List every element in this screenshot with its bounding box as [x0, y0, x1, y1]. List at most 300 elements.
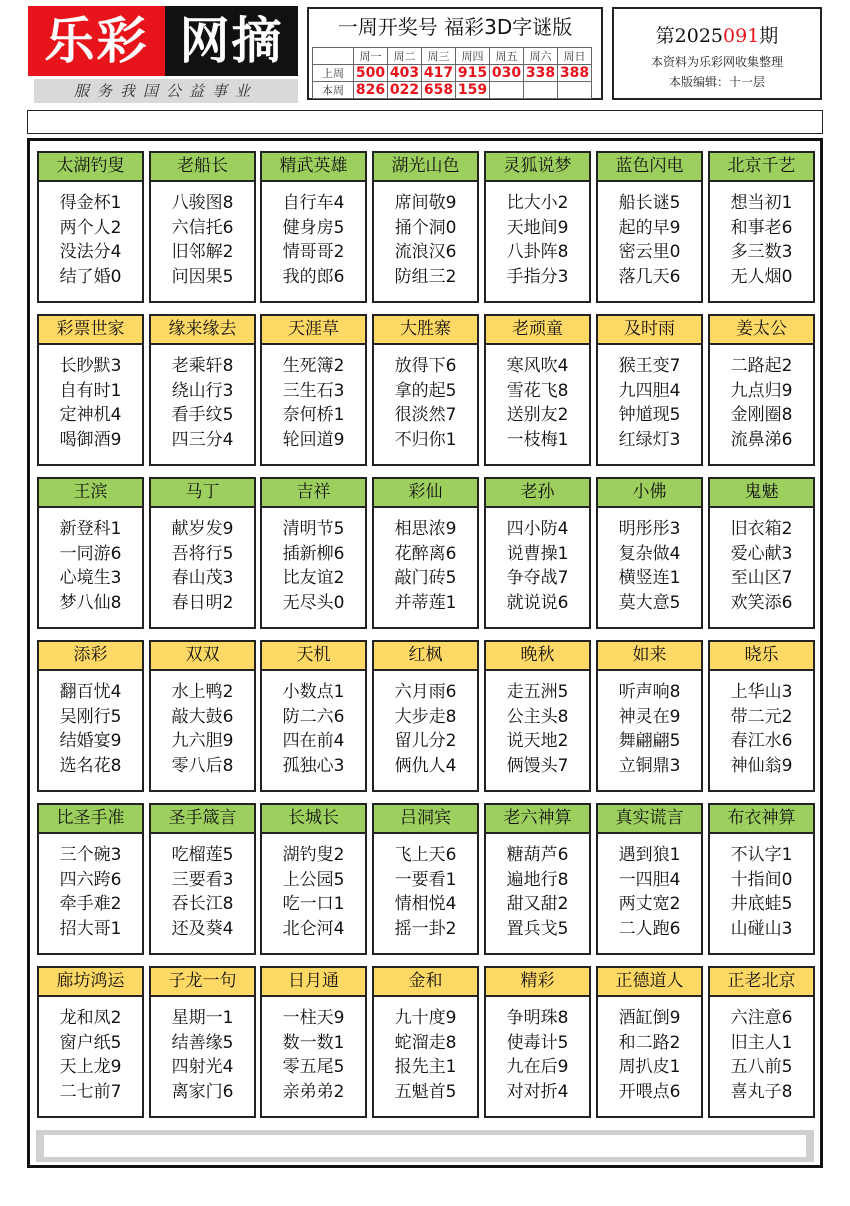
card-clue-line: 清明节5 — [282, 519, 345, 539]
card-clue-line: 结善缘5 — [171, 1032, 234, 1053]
card-clue-line: 三生石3 — [282, 380, 345, 401]
card-author-title: 湖光山色 — [374, 153, 477, 182]
card-clue-line: 一要看1 — [394, 869, 457, 890]
card-clue-line: 看手纹5 — [171, 405, 234, 425]
puzzle-card — [484, 966, 591, 1118]
card-clue-line: 就说说6 — [506, 592, 569, 613]
card-clue-line: 自行车4 — [282, 193, 345, 213]
card-clue-line: 孤独心3 — [282, 755, 345, 776]
card-clues — [374, 1006, 477, 1104]
card-clue-line: 明彤彤3 — [618, 519, 681, 539]
card-clues — [151, 1006, 254, 1104]
draw-corner-cell — [313, 48, 354, 65]
card-clue-line: 旧衣箱2 — [730, 519, 793, 539]
card-author-title: 彩仙 — [374, 479, 477, 508]
card-clue-line: 遇到狼1 — [618, 845, 681, 865]
card-clue-line: 无人烟0 — [730, 266, 793, 287]
card-author-title: 红枫 — [374, 642, 477, 671]
draw-number — [524, 82, 558, 99]
card-clues — [151, 680, 254, 778]
card-clue-line: 起的早9 — [618, 217, 681, 238]
puzzle-card — [37, 640, 144, 792]
card-clue-line: 生死簿2 — [282, 356, 345, 376]
puzzle-card — [260, 966, 367, 1118]
puzzle-card — [708, 803, 815, 955]
card-author-title: 晚秋 — [486, 642, 589, 671]
draw-table — [312, 47, 592, 99]
card-author-title: 姜太公 — [710, 316, 813, 345]
card-clues — [486, 191, 589, 289]
issue-number: 091 — [723, 25, 760, 47]
card-clue-line: 防组三2 — [394, 266, 457, 287]
card-clue-line: 五八前5 — [730, 1057, 793, 1077]
card-author-title: 天机 — [262, 642, 365, 671]
issue-panel — [612, 7, 822, 100]
card-clue-line: 八卦阵8 — [506, 242, 569, 262]
card-clues — [486, 1006, 589, 1104]
card-clue-line: 九四胆4 — [618, 380, 681, 401]
card-clue-line: 没法分4 — [59, 242, 122, 262]
card-author-title: 天涯草 — [262, 316, 365, 345]
card-clue-line: 立铜鼎3 — [618, 755, 681, 776]
draw-number: 826 — [354, 82, 388, 99]
card-clue-line: 离家门6 — [171, 1081, 234, 1102]
logo — [28, 6, 298, 102]
card-clue-line: 奈何桥1 — [282, 405, 345, 425]
card-clues — [374, 843, 477, 941]
card-clue-line: 情相悦4 — [394, 894, 457, 914]
card-clue-line: 零五尾5 — [282, 1057, 345, 1077]
draw-number: 403 — [388, 65, 422, 82]
card-clues — [39, 1006, 142, 1104]
card-author-title: 老六神算 — [486, 805, 589, 834]
card-clue-line: 席间敬9 — [394, 193, 457, 213]
this-week-label: 本周 — [313, 82, 354, 99]
card-clue-line: 摇一卦2 — [394, 918, 457, 939]
card-clues — [486, 843, 589, 941]
card-clue-line: 招大哥1 — [59, 918, 122, 939]
card-clue-line: 翻百忧4 — [59, 682, 122, 702]
card-clue-line: 无尽头0 — [282, 592, 345, 613]
card-clue-line: 对对折4 — [506, 1081, 569, 1102]
card-clue-line: 六月雨6 — [394, 682, 457, 702]
card-author-title: 吕洞宾 — [374, 805, 477, 834]
card-clue-line: 一四胆4 — [618, 869, 681, 890]
card-clues — [262, 517, 365, 615]
card-clue-line: 花醉离6 — [394, 543, 457, 564]
card-clues — [262, 1006, 365, 1104]
card-author-title: 王滨 — [39, 479, 142, 508]
card-clue-line: 十指间0 — [730, 869, 793, 890]
card-clues — [374, 680, 477, 778]
card-clues — [374, 191, 477, 289]
card-clue-line: 天上龙9 — [59, 1057, 122, 1077]
card-clue-line: 结了婚0 — [59, 266, 122, 287]
card-author-title: 双双 — [151, 642, 254, 671]
card-author-title: 吉祥 — [262, 479, 365, 508]
card-clue-line: 健身房5 — [282, 217, 345, 238]
puzzle-card — [484, 314, 591, 466]
card-clue-line: 捅个洞0 — [394, 217, 457, 238]
card-clue-line: 旧邻解2 — [171, 242, 234, 262]
card-clue-line: 九点归9 — [730, 380, 793, 401]
card-clues — [39, 517, 142, 615]
card-clues — [262, 843, 365, 941]
puzzle-card — [260, 640, 367, 792]
card-author-title: 缘来缘去 — [151, 316, 254, 345]
card-clue-line: 流鼻涕6 — [730, 429, 793, 450]
card-clues — [710, 843, 813, 941]
card-clue-line: 星期一1 — [171, 1008, 234, 1028]
card-clue-line: 船长谜5 — [618, 193, 681, 213]
card-author-title: 长城长 — [262, 805, 365, 834]
card-clue-line: 争明珠8 — [506, 1008, 569, 1028]
card-author-title: 正德道人 — [598, 968, 701, 997]
card-clue-line: 三个碗3 — [59, 845, 122, 865]
card-clues — [374, 517, 477, 615]
puzzle-card — [596, 151, 703, 303]
puzzle-card — [484, 151, 591, 303]
card-clue-line: 小数点1 — [282, 682, 345, 702]
puzzle-card — [372, 966, 479, 1118]
puzzle-card — [372, 640, 479, 792]
card-clue-line: 猴王变7 — [618, 356, 681, 376]
card-clue-line: 井底蛙5 — [730, 894, 793, 914]
card-clues — [598, 843, 701, 941]
card-clue-line: 留儿分2 — [394, 731, 457, 751]
card-clue-line: 吃一口1 — [282, 894, 345, 914]
issue-source-note: 本资料为乐彩网收集整理 — [650, 55, 783, 69]
card-clue-line: 和事老6 — [730, 217, 793, 238]
day-header: 周二 — [388, 48, 422, 65]
card-author-title: 比圣手准 — [39, 805, 142, 834]
puzzle-card — [372, 803, 479, 955]
card-author-title: 大胜寨 — [374, 316, 477, 345]
card-clue-line: 牵手难2 — [59, 894, 122, 914]
bottom-bar — [36, 1130, 814, 1162]
card-clue-line: 大步走8 — [394, 706, 457, 727]
card-clue-line: 手指分3 — [506, 266, 569, 287]
card-clue-line: 问因果5 — [171, 266, 234, 287]
card-clue-line: 多三数3 — [730, 242, 793, 262]
card-clue-line: 神仙翁9 — [730, 755, 793, 776]
card-clue-line: 至山区7 — [730, 568, 793, 588]
card-clue-line: 复杂做4 — [618, 543, 681, 564]
card-clue-line: 吃榴莲5 — [171, 845, 234, 865]
logo-text-red: 乐彩 — [28, 6, 165, 76]
card-clue-line: 神灵在9 — [618, 706, 681, 727]
draw-number: 915 — [456, 65, 490, 82]
puzzle-card — [484, 803, 591, 955]
card-author-title: 如来 — [598, 642, 701, 671]
card-clue-line: 六信托6 — [171, 217, 234, 238]
card-clue-line: 数一数1 — [282, 1032, 345, 1053]
card-clues — [598, 680, 701, 778]
day-header: 周六 — [524, 48, 558, 65]
day-header: 周一 — [354, 48, 388, 65]
puzzle-card — [37, 966, 144, 1118]
card-clue-line: 敲门砖5 — [394, 568, 457, 588]
card-author-title: 北京千艺 — [710, 153, 813, 182]
card-clue-line: 公主头8 — [506, 706, 569, 727]
card-clue-line: 轮回道9 — [282, 429, 345, 450]
card-clue-line: 选名花8 — [59, 755, 122, 776]
card-author-title: 廊坊鸿运 — [39, 968, 142, 997]
card-clue-line: 置兵戈5 — [506, 918, 569, 939]
draw-panel-title: 一周开奖号 福彩3D字谜版 — [337, 15, 573, 39]
card-clues — [39, 843, 142, 941]
card-clue-line: 酒缸倒9 — [618, 1008, 681, 1028]
card-clue-line: 上公园5 — [282, 869, 345, 890]
card-clues — [151, 191, 254, 289]
draw-number: 388 — [558, 65, 592, 82]
puzzle-card — [596, 314, 703, 466]
card-clue-line: 俩仇人4 — [394, 755, 457, 776]
card-clues — [262, 680, 365, 778]
card-clues — [598, 191, 701, 289]
card-clue-line: 糖葫芦6 — [506, 845, 569, 865]
card-clues — [598, 354, 701, 452]
card-clues — [151, 843, 254, 941]
card-clue-line: 雪花飞8 — [506, 380, 569, 401]
card-clue-line: 心境生3 — [59, 568, 122, 588]
draw-number — [558, 82, 592, 99]
puzzle-card — [149, 803, 256, 955]
card-clue-line: 周扒皮1 — [618, 1057, 681, 1077]
card-clues — [710, 191, 813, 289]
issue-prefix: 第2025 — [655, 25, 724, 47]
card-clue-line: 敲大鼓6 — [171, 706, 234, 727]
puzzle-card — [260, 314, 367, 466]
this-week-row — [313, 82, 592, 99]
card-clue-line: 插新柳6 — [282, 543, 345, 564]
puzzle-card — [708, 151, 815, 303]
card-clues — [486, 517, 589, 615]
card-clue-line: 使毒计5 — [506, 1032, 569, 1053]
card-clues — [598, 1006, 701, 1104]
card-clue-line: 两个人2 — [59, 217, 122, 238]
card-clue-line: 情哥哥2 — [282, 242, 345, 262]
card-clue-line: 四六跨6 — [59, 869, 122, 890]
puzzle-card — [708, 314, 815, 466]
card-clue-line: 定神机4 — [59, 405, 122, 425]
card-clue-line: 不认字1 — [730, 845, 793, 865]
draw-number: 500 — [354, 65, 388, 82]
draw-number — [490, 82, 524, 99]
card-clue-line: 新登科1 — [59, 519, 122, 539]
puzzle-card — [260, 803, 367, 955]
card-clue-line: 很淡然7 — [394, 405, 457, 425]
issue-suffix: 期 — [759, 25, 779, 47]
card-author-title: 精彩 — [486, 968, 589, 997]
card-author-title: 灵狐说梦 — [486, 153, 589, 182]
draw-number: 022 — [388, 82, 422, 99]
card-clues — [262, 354, 365, 452]
card-clue-line: 二七前7 — [59, 1081, 122, 1102]
card-clue-line: 相思浓9 — [394, 519, 457, 539]
card-author-title: 晓乐 — [710, 642, 813, 671]
card-clue-line: 密云里0 — [618, 242, 681, 262]
card-author-title: 子龙一句 — [151, 968, 254, 997]
card-clue-line: 北仑河4 — [282, 918, 345, 939]
draw-number: 338 — [524, 65, 558, 82]
puzzle-card — [149, 477, 256, 629]
card-clue-line: 甜又甜2 — [506, 894, 569, 914]
puzzle-card — [149, 314, 256, 466]
card-clue-line: 金刚圈8 — [730, 405, 793, 425]
card-clue-line: 拿的起5 — [394, 380, 457, 401]
card-clue-line: 二人跑6 — [618, 918, 681, 939]
card-clues — [39, 354, 142, 452]
day-header: 周四 — [456, 48, 490, 65]
card-author-title: 老孙 — [486, 479, 589, 508]
day-header: 周三 — [422, 48, 456, 65]
puzzle-card — [37, 477, 144, 629]
card-clues — [710, 517, 813, 615]
card-clue-line: 四在前4 — [282, 731, 345, 751]
card-clue-line: 想当初1 — [730, 193, 793, 213]
card-clue-line: 送别友2 — [506, 405, 569, 425]
card-clue-line: 山碰山3 — [730, 918, 793, 939]
card-clue-line: 防二六6 — [282, 706, 345, 727]
card-clue-line: 四小防4 — [506, 519, 569, 539]
card-author-title: 及时雨 — [598, 316, 701, 345]
card-clue-line: 寒风吹4 — [506, 356, 569, 376]
puzzle-card — [596, 640, 703, 792]
card-clue-line: 得金杯1 — [59, 193, 122, 213]
puzzle-card — [596, 966, 703, 1118]
card-clue-line: 遍地行8 — [506, 869, 569, 890]
card-clue-line: 上华山3 — [730, 682, 793, 702]
card-clue-line: 九六胆9 — [171, 731, 234, 751]
day-header: 周日 — [558, 48, 592, 65]
card-clue-line: 长眇默3 — [59, 356, 122, 376]
draw-number: 417 — [422, 65, 456, 82]
card-clue-line: 龙和凤2 — [59, 1008, 122, 1028]
card-clue-line: 一柱天9 — [282, 1008, 345, 1028]
card-clue-line: 争夺战7 — [506, 568, 569, 588]
logo-text-black: 网摘 — [165, 6, 298, 76]
card-clue-line: 飞上天6 — [394, 845, 457, 865]
card-clue-line: 四射光4 — [171, 1057, 234, 1077]
draw-number: 159 — [456, 82, 490, 99]
card-author-title: 太湖钓叟 — [39, 153, 142, 182]
card-author-title: 圣手箴言 — [151, 805, 254, 834]
card-clue-line: 钟馗现5 — [618, 405, 681, 425]
card-clue-line: 我的郎6 — [282, 266, 345, 287]
last-week-label: 上周 — [313, 65, 354, 82]
card-author-title: 蓝色闪电 — [598, 153, 701, 182]
card-author-title: 老船长 — [151, 153, 254, 182]
card-clues — [374, 354, 477, 452]
card-clue-line: 春山茂3 — [171, 568, 234, 588]
card-author-title: 正老北京 — [710, 968, 813, 997]
card-clue-line: 蛇溜走8 — [394, 1032, 457, 1053]
card-clue-line: 五魁首5 — [394, 1081, 457, 1102]
card-author-title: 彩票世家 — [39, 316, 142, 345]
card-clues — [39, 191, 142, 289]
card-clue-line: 天地间9 — [506, 217, 569, 238]
card-clue-line: 吞长江8 — [171, 894, 234, 914]
card-clue-line: 旧主人1 — [730, 1032, 793, 1053]
card-clue-line: 老乘轩8 — [171, 356, 234, 376]
card-clues — [151, 354, 254, 452]
card-clue-line: 一枝梅1 — [506, 429, 569, 450]
card-author-title: 添彩 — [39, 642, 142, 671]
card-clue-line: 说曹操1 — [506, 543, 569, 564]
card-clue-line: 听声响8 — [618, 682, 681, 702]
card-clue-line: 六注意6 — [730, 1008, 793, 1028]
card-clue-line: 三要看3 — [171, 869, 234, 890]
puzzle-card — [708, 477, 815, 629]
card-clue-line: 窗户纸5 — [59, 1032, 122, 1053]
card-clue-line: 春江水6 — [730, 731, 793, 751]
card-clue-line: 不归你1 — [394, 429, 457, 450]
last-week-row — [313, 65, 592, 82]
card-clue-line: 红绿灯3 — [618, 429, 681, 450]
card-clue-line: 爱心献3 — [730, 543, 793, 564]
card-clues — [262, 191, 365, 289]
card-clue-line: 落几天6 — [618, 266, 681, 287]
puzzle-card — [37, 314, 144, 466]
card-clue-line: 自有时1 — [59, 380, 122, 401]
card-clue-line: 水上鸭2 — [171, 682, 234, 702]
card-clues — [710, 680, 813, 778]
puzzle-card — [372, 314, 479, 466]
card-clue-line: 还及葵4 — [171, 918, 234, 939]
card-clue-line: 比友谊2 — [282, 568, 345, 588]
card-clue-line: 欢笑添6 — [730, 592, 793, 613]
puzzle-card — [260, 151, 367, 303]
puzzle-card — [484, 477, 591, 629]
card-clue-line: 俩馒头7 — [506, 755, 569, 776]
card-clue-line: 和二路2 — [618, 1032, 681, 1053]
card-author-title: 金和 — [374, 968, 477, 997]
draw-number: 658 — [422, 82, 456, 99]
card-clue-line: 比大小2 — [506, 193, 569, 213]
puzzle-card — [596, 803, 703, 955]
card-clue-line: 四三分4 — [171, 429, 234, 450]
card-clue-line: 吴刚行5 — [59, 706, 122, 727]
card-clue-line: 两丈宽2 — [618, 894, 681, 914]
puzzle-card — [149, 151, 256, 303]
card-author-title: 真实谎言 — [598, 805, 701, 834]
puzzle-card — [260, 477, 367, 629]
card-author-title: 布衣神算 — [710, 805, 813, 834]
day-header: 周五 — [490, 48, 524, 65]
issue-line — [614, 21, 820, 48]
card-clue-line: 喜丸子8 — [730, 1081, 793, 1102]
card-clue-line: 九在后9 — [506, 1057, 569, 1077]
card-clue-line: 走五洲5 — [506, 682, 569, 702]
card-clues — [710, 1006, 813, 1104]
puzzle-card — [149, 966, 256, 1118]
card-clue-line: 春日明2 — [171, 592, 234, 613]
card-clue-line: 说天地2 — [506, 731, 569, 751]
top-banner-bar — [27, 110, 823, 134]
puzzle-card — [372, 151, 479, 303]
card-author-title: 小佛 — [598, 479, 701, 508]
puzzle-card — [708, 966, 815, 1118]
card-clues — [151, 517, 254, 615]
card-clue-line: 莫大意5 — [618, 592, 681, 613]
puzzle-card — [484, 640, 591, 792]
card-clue-line: 开喂点6 — [618, 1081, 681, 1102]
card-author-title: 老顽童 — [486, 316, 589, 345]
puzzle-card — [37, 803, 144, 955]
puzzle-card — [149, 640, 256, 792]
card-clues — [598, 517, 701, 615]
